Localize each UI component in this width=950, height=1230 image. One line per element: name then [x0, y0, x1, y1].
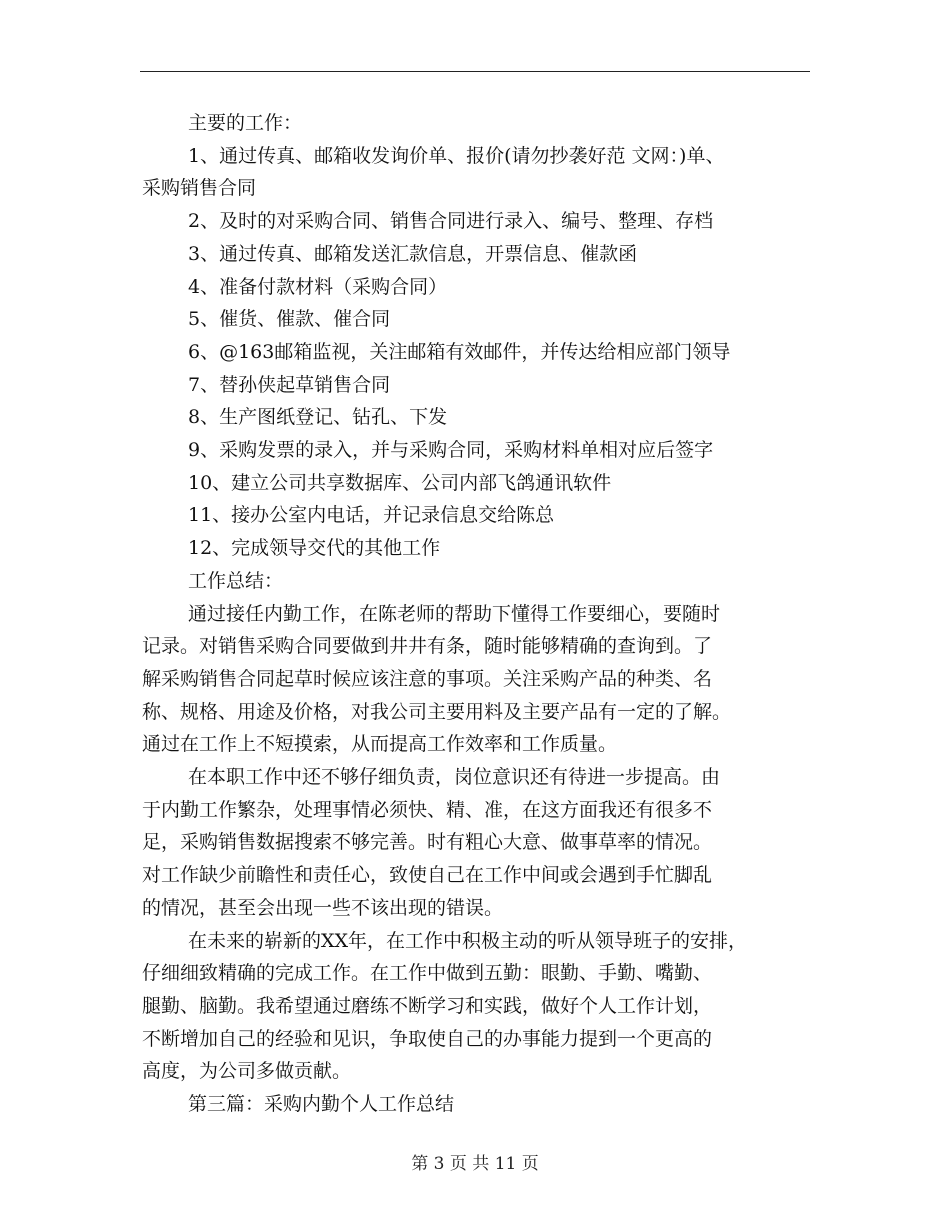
text-line: 解采购销售合同起草时候应该注意的事项。关注采购产品的种类、名: [142, 667, 713, 690]
text-line: 的情况，甚至会出现一些不该出现的错误。: [142, 896, 504, 919]
text-line: 于内勤工作繁杂，处理事情必须快、精、准，在这方面我还有很多不: [142, 798, 713, 821]
text-line: 记录。对销售采购合同要做到井井有条，随时能够精确的查询到。了: [142, 635, 713, 658]
text-line: 8、生产图纸登记、钻孔、下发: [188, 406, 448, 429]
text-line: 7、替孙侠起草销售合同: [188, 373, 391, 396]
text-line: 主要的工作：: [188, 112, 303, 134]
text-line: 10、建立公司共享数据库、公司内部飞鸽通讯软件: [188, 471, 612, 494]
text-line: 12、完成领导交代的其他工作: [188, 537, 441, 560]
text-line: 不断增加自己的经验和见识，争取使自己的办事能力提到一个更高的: [142, 1027, 713, 1050]
text-line: 9、采购发票的录入，并与采购合同，采购材料单相对应后签字: [188, 439, 714, 462]
text-line: 采购销售合同: [142, 177, 257, 200]
text-line: 通过接任内勤工作，在陈老师的帮助下懂得工作要细心，要随时: [188, 602, 721, 625]
text-line: 2、及时的对采购合同、销售合同进行录入、编号、整理、存档: [188, 210, 714, 233]
header-rule: [140, 71, 810, 72]
text-line: 称、规格、用途及价格，对我公司主要用料及主要产品有一定的了解。: [142, 700, 732, 723]
text-line: 5、催货、催款、催合同: [188, 308, 391, 331]
text-line: 腿勤、脑勤。我希望通过磨练不断学习和实践，做好个人工作计划，: [142, 994, 713, 1017]
page-footer: 第 3 页 共 11 页: [411, 1154, 539, 1174]
text-line: 6、@163邮箱监视，关注邮箱有效邮件，并传达给相应部门领导: [188, 340, 731, 363]
text-line: 3、通过传真、邮箱发送汇款信息，开票信息、催款函: [188, 242, 638, 265]
text-line: 在本职工作中还不够仔细负责，岗位意识还有待进一步提高。由: [188, 766, 721, 789]
text-line: 在未来的崭新的XX年，在工作中积极主动的听从领导班子的安排，: [188, 929, 748, 952]
text-line: 通过在工作上不短摸索，从而提高工作效率和工作质量。: [142, 733, 618, 756]
text-line: 第三篇：采购内勤个人工作总结: [188, 1093, 455, 1116]
document-body: [142, 107, 810, 1121]
text-line: 1、通过传真、邮箱收发询价单、报价(请勿抄袭好范 文网：)单、: [188, 144, 725, 167]
text-line: 4、准备付款材料（采购合同）: [188, 275, 448, 298]
text-line: 对工作缺少前瞻性和责任心，致使自己在工作中间或会遇到手忙脚乱: [142, 864, 713, 887]
text-line: 11、接办公室内电话，并记录信息交给陈总: [188, 504, 555, 527]
text-line: 仔细细致精确的完成工作。在工作中做到五勤：眼勤、手勤、嘴勤、: [142, 962, 713, 985]
text-line: 工作总结：: [188, 569, 284, 592]
text-line: 高度，为公司多做贡献。: [142, 1060, 352, 1083]
text-line: 足，采购销售数据搜索不够完善。时有粗心大意、做事草率的情况。: [142, 831, 713, 854]
